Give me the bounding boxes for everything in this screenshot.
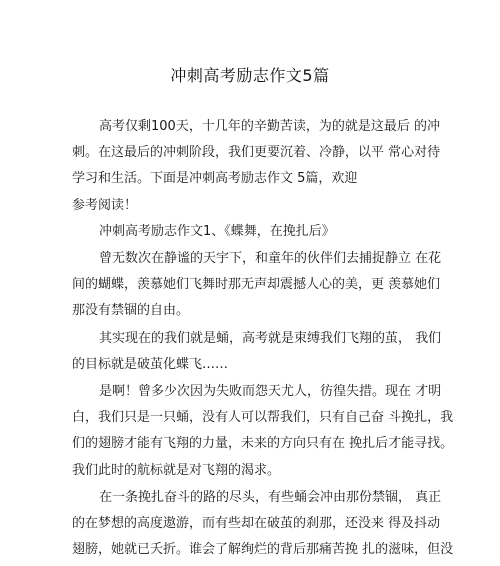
paragraph-line: 的目标就是破茧化蝶飞…… [72, 357, 229, 372]
paragraph-line: 我们此时的航标就是对飞翔的渴求。 [72, 463, 281, 478]
paragraph-line: 们的翅膀才能有飞翔的力量，未来的方向只有在 挽扎后才能寻找。 [72, 436, 454, 451]
paragraph-line: 是啊！曾多少次因为失败而怨天尤人，彷徨失措。现在 才明 [99, 384, 442, 399]
paragraph-line: 白，我们只是一只蛹，没有人可以帮我们，只有自己奋 斗挽扎，我 [72, 410, 454, 425]
paragraph-line: 刺。在这最后的冲刺阶段，我们更要沉着、冷静，以平 常心对待 [72, 145, 441, 160]
paragraph-line: 在一条挽扎奋斗的路的尽头，有些蛹会冲由那份禁锢， 真正 [99, 490, 442, 505]
paragraph-line: 高考仅剩100天，十几年的辛勤苦读，为的就是这最后 的冲 [99, 119, 440, 134]
paragraph-line: 曾无数次在静谧的天宇下，和童年的伙伴们去捕捉静立 在花 [99, 251, 442, 266]
paragraph-line: 的在梦想的高度遨游，而有些却在破茧的刹那，还没来 得及抖动 [72, 516, 441, 531]
paragraph-line: 那没有禁锢的自由。 [72, 303, 190, 318]
paragraph-line: 参考阅读！ [72, 198, 138, 213]
paragraph-line: 间的蝴蝶，羡慕她们飞舞时那无声却震撼人心的美，更 羡慕她们 [72, 277, 441, 292]
paragraph-line: 翅膀，她就已夭折。谁会了解绚烂的背后那痛苦挽 扎的滋味，但没 [72, 542, 454, 557]
section-heading: 冲刺高考励志作文1、《蝶舞，在挽扎后》 [99, 224, 335, 239]
paragraph-line: 学习和生活。下面是冲刺高考励志作文 5篇，欢迎 [72, 171, 358, 186]
document-title: 冲刺高考励志作文5篇 [170, 66, 330, 85]
paragraph-line: 其实现在的我们就是蛹，高考就是束缚我们飞翔的茧， 我们 [99, 331, 442, 346]
